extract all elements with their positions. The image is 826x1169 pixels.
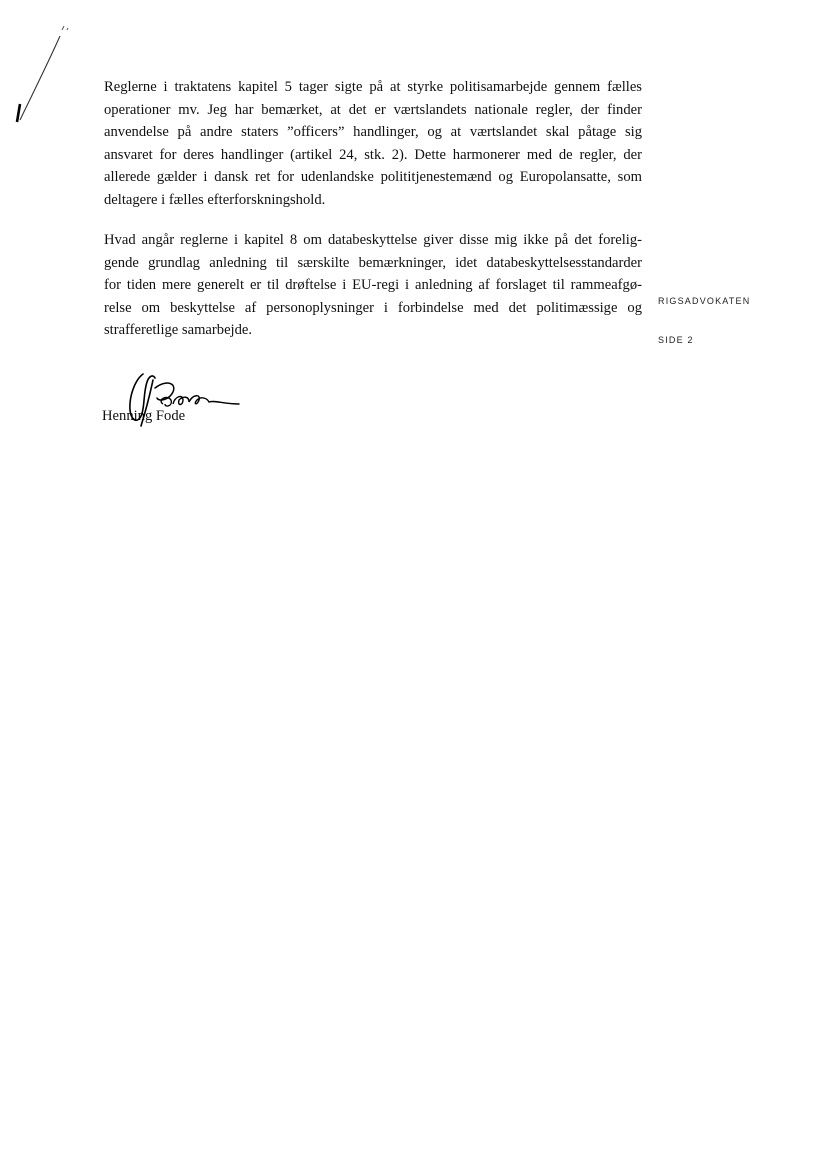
page-number: SIDE 2 <box>658 335 694 345</box>
text-line: anvendelse på andre staters ”officers” handlinger, og at værtslandet skal påtage sig <box>104 124 642 140</box>
signature-block <box>101 370 241 430</box>
text-line: ansvaret for deres handlinger (artikel 24, stk. 2). Dette harmonerer med de regler, der <box>104 146 642 163</box>
paragraph-chapter-8 <box>104 229 642 342</box>
letter-body <box>104 76 642 342</box>
text-line: for tiden mere generelt er til drøftelse i EU-regi i anledning af forslaget til rammeafgø- <box>104 277 642 293</box>
text-line: Hvad angår reglerne i kapitel 8 om databeskyttelse giver disse mig ikke på det forelig- <box>104 232 642 248</box>
text-line: gende grundlag anledning til særskilte bemærkninger, idet databeskyttelsesstandarder <box>104 254 642 271</box>
text-line: deltagere i fælles efterforskningshold. <box>104 191 326 208</box>
text-line: strafferetlige samarbejde. <box>104 322 253 338</box>
handwritten-signature <box>113 370 241 428</box>
signer-name: Henning Fode <box>102 408 186 424</box>
text-line: relse om beskyttelse af personoplysninger i forbindelse med det politimæssige og <box>104 299 642 316</box>
text-line: allerede gælder i dansk ret for udenlandske polititjenestemænd og Europolansatte, som <box>104 169 642 185</box>
paragraph-chapter-5 <box>104 76 642 211</box>
margin-pen-mark <box>8 18 78 133</box>
text-line: Reglerne i traktatens kapitel 5 tager sigte på at styrke politisamarbejde gennem fælles <box>104 79 642 95</box>
text-line: operationer mv. Jeg har bemærket, at det er værtslandets nationale regler, der finder <box>104 101 642 118</box>
sender-organization: RIGSADVOKATEN <box>658 296 751 306</box>
